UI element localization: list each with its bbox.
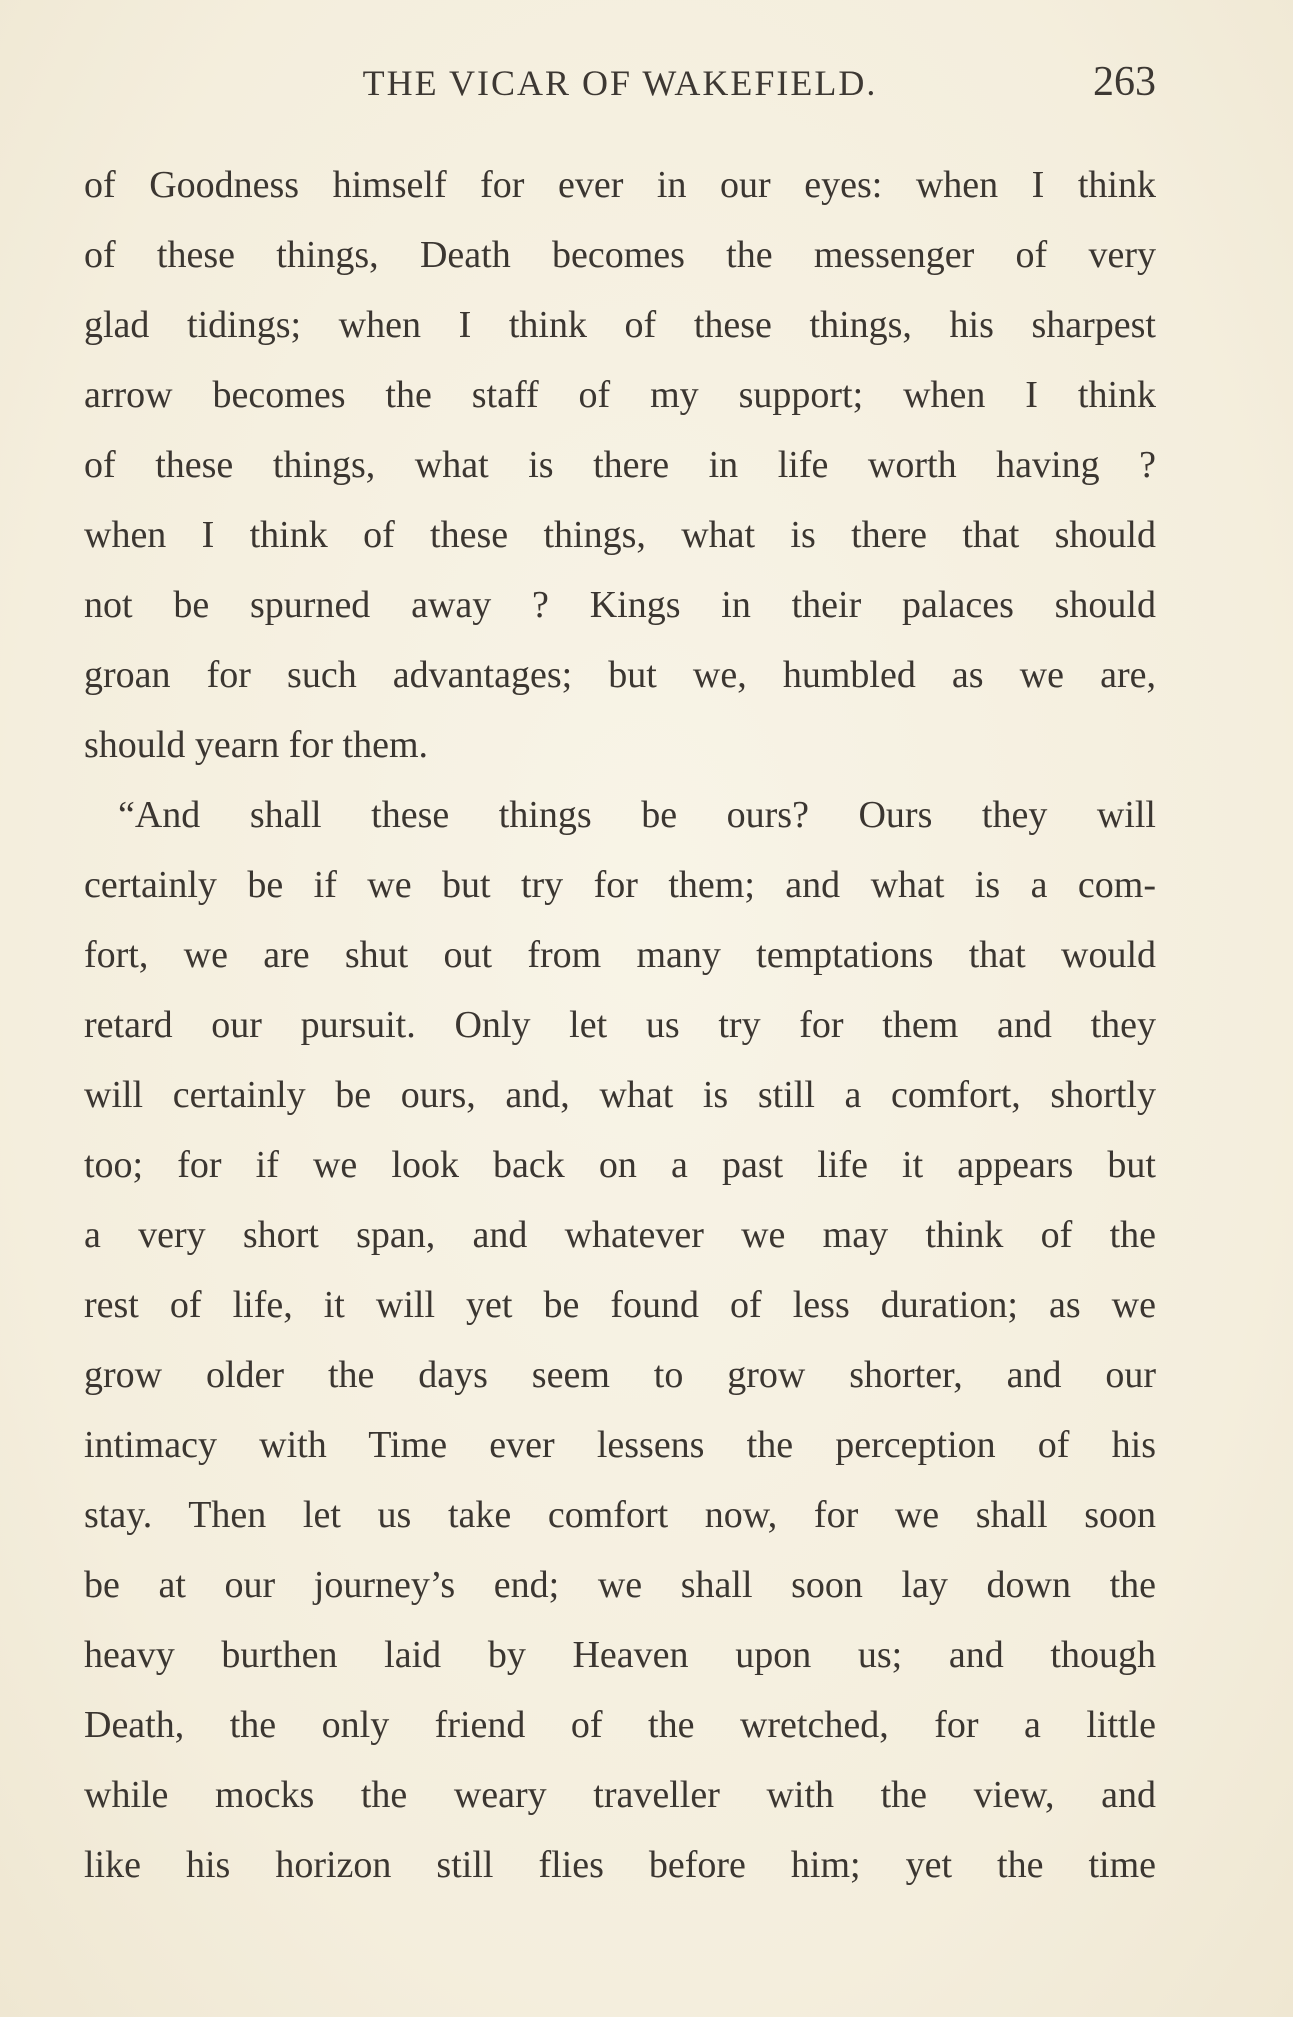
text-line: stay. Then let us take comfort now, for we shall soon bbox=[84, 1494, 1156, 1536]
paragraph-start-line: “And shall these things be ours? Ours they will bbox=[118, 794, 1156, 836]
page-number: 263 bbox=[1093, 59, 1156, 105]
text-line: heavy burthen laid by Heaven upon us; and though bbox=[84, 1634, 1156, 1676]
running-head bbox=[84, 59, 1156, 110]
text-line: Death, the only friend of the wretched, for a little bbox=[84, 1704, 1156, 1746]
text-line: should yearn for them. bbox=[84, 724, 429, 766]
text-line: be at our journey’s end; we shall soon lay down the bbox=[84, 1564, 1156, 1606]
text-line: of Goodness himself for ever in our eyes: when I think bbox=[84, 164, 1156, 206]
text-line: when I think of these things, what is there that should bbox=[84, 514, 1156, 556]
text-line: groan for such advantages; but we, humbled as we are, bbox=[84, 654, 1156, 696]
text-line: like his horizon still flies before him; yet the time bbox=[84, 1844, 1156, 1886]
text-line: retard our pursuit. Only let us try for them and they bbox=[84, 1004, 1156, 1046]
text-line: not be spurned away ? Kings in their palaces should bbox=[84, 584, 1156, 626]
text-line: while mocks the weary traveller with the view, and bbox=[84, 1774, 1156, 1816]
text-line: too; for if we look back on a past life it appears but bbox=[84, 1144, 1156, 1186]
text-line: a very short span, and whatever we may think of the bbox=[84, 1214, 1156, 1256]
text-line: intimacy with Time ever lessens the perception of his bbox=[84, 1424, 1156, 1466]
text-line: fort, we are shut out from many temptations that would bbox=[84, 934, 1156, 976]
text-line: of these things, Death becomes the messenger of very bbox=[84, 234, 1156, 276]
text-line: glad tidings; when I think of these things, his sharpest bbox=[84, 304, 1156, 346]
text-line: will certainly be ours, and, what is still a comfort, shortly bbox=[84, 1074, 1156, 1116]
text-line: certainly be if we but try for them; and what is a com- bbox=[84, 864, 1156, 906]
text-line: rest of life, it will yet be found of less duration; as we bbox=[84, 1284, 1156, 1326]
text-line: of these things, what is there in life worth having ? bbox=[84, 444, 1156, 486]
running-title: THE VICAR OF WAKEFIELD. bbox=[362, 63, 878, 103]
body-text bbox=[84, 150, 1156, 1900]
text-line: arrow becomes the staff of my support; when I think bbox=[84, 374, 1156, 416]
text-line: grow older the days seem to grow shorter, and our bbox=[84, 1354, 1156, 1396]
